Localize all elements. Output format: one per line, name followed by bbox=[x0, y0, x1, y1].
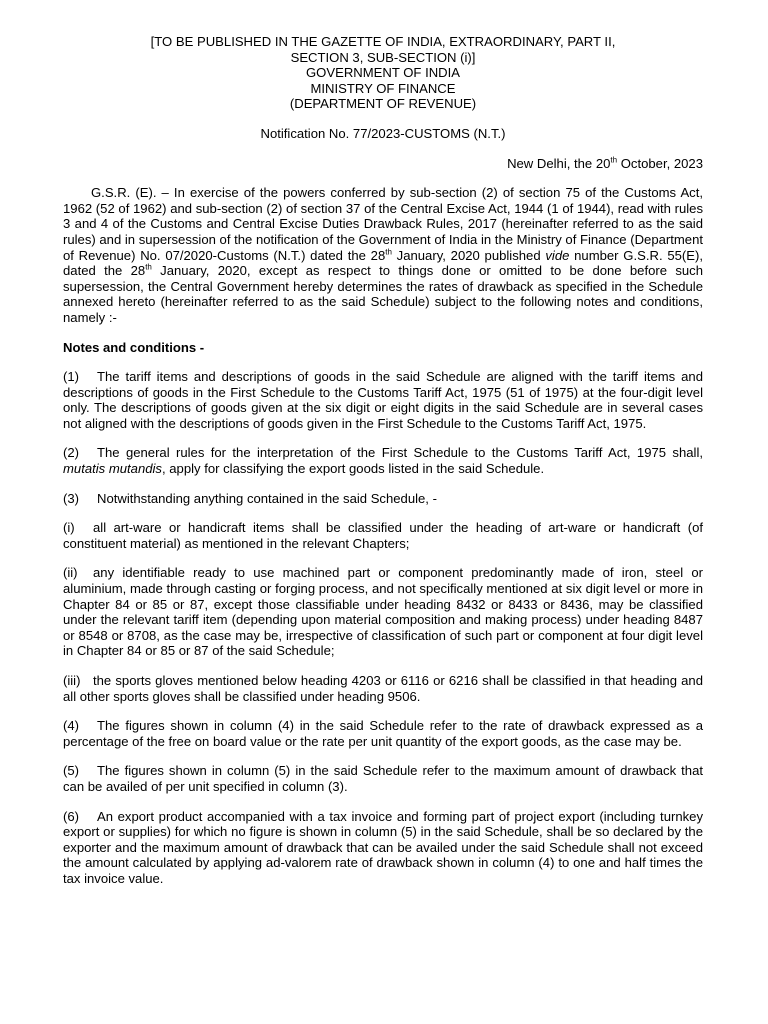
note-1 bbox=[63, 369, 703, 431]
date-prefix: New Delhi, the 20 bbox=[507, 155, 611, 171]
note-3-ii bbox=[63, 565, 703, 659]
note-number: (2) bbox=[63, 445, 80, 461]
note-3-i bbox=[63, 520, 703, 551]
note-number: (6) bbox=[63, 808, 80, 824]
note-number: (i) bbox=[63, 520, 75, 536]
note-text: The figures shown in column (5) in the said Schedule refer to the maximum amount of drawback that can be availed of per unit specified in column (3). bbox=[63, 763, 703, 794]
date-ordinal: th bbox=[610, 155, 618, 165]
note-2 bbox=[63, 445, 703, 476]
intro-ordinal-2: th bbox=[145, 262, 152, 272]
note-text: Notwithstanding anything contained in the said Schedule, - bbox=[97, 490, 437, 506]
header-line-5: (DEPARTMENT OF REVENUE) bbox=[289, 96, 477, 112]
note-text: The tariff items and descriptions of goods in the said Schedule are aligned with the tariff items and descriptions of goods in the First Schedule to the Customs Tariff Act, 1975 (51 of 1975) at the four-digit level only. The descriptions of goods given at the six digit or eight digits in the said Schedule are in several cases not aligned with the descriptions of goods given in the First Schedule to the Customs Tariff Act, 1975. bbox=[63, 369, 703, 431]
note-5 bbox=[63, 763, 703, 794]
document-page bbox=[63, 34, 703, 887]
note-italic: mutatis mutandis bbox=[63, 461, 162, 477]
note-text-cont: , apply for classifying the export goods listed in the said Schedule. bbox=[161, 461, 545, 477]
notification-date bbox=[63, 156, 703, 172]
note-3-iii bbox=[63, 673, 703, 704]
gazette-header bbox=[63, 34, 703, 112]
note-number: (iii) bbox=[63, 673, 81, 688]
intro-italic: vide bbox=[545, 247, 570, 263]
note-4 bbox=[63, 718, 703, 749]
note-text: The general rules for the interpretation of the First Schedule to the Customs Tariff Act, 1975 shall, bbox=[97, 445, 703, 461]
notification-number: Notification No. 77/2023-CUSTOMS (N.T.) bbox=[260, 125, 506, 141]
intro-text-1: G.S.R. (E). – In exercise of the powers conferred by sub-section (2) of section 75 of the Customs Act, 1962 (52 of 1962) and sub-section (2) of section 37 of the Central Excise Act, 1944 (1 of 1944), read with rules 3 and 4 of the Customs and Central Excise Duties Drawback Rules, 2017 (hereinafter referred to as the said rules) and in supersession of the notification of the Government of India in the Ministry of Finance (Department of Revenue) No. 07/2020-Customs (N.T.) dated the 28 bbox=[63, 185, 703, 263]
notes-heading: Notes and conditions - bbox=[63, 339, 205, 355]
note-number: (5) bbox=[63, 763, 80, 779]
note-text: any identifiable ready to use machined part or component predominantly made of iron, steel or aluminium, made through casting or forging process, and not specifically mentioned at six digit level or more in Chapter 84 or 85 or 87, except those classifiable under heading 8432 or 8433 or 8436, may be classified under the relevant tariff item (depending upon material composition and making process) under heading 8487 or 8548 or 8708, as the case may be, irrespective of classification of such part or component at four digit level in Chapter 84 or 85 or 87 of the said Schedule; bbox=[63, 565, 703, 659]
header-line-3: GOVERNMENT OF INDIA bbox=[306, 65, 460, 81]
date-suffix: October, 2023 bbox=[617, 155, 703, 171]
note-number: (4) bbox=[63, 718, 80, 734]
note-number: (3) bbox=[63, 490, 80, 506]
note-6 bbox=[63, 809, 703, 887]
note-number: (1) bbox=[63, 369, 80, 385]
header-line-4: MINISTRY OF FINANCE bbox=[310, 80, 456, 96]
intro-text-3: number G.S.R. 55(E), dated the 28 bbox=[63, 247, 703, 279]
intro-text-2: January, 2020 published bbox=[391, 247, 546, 263]
header-line-2: SECTION 3, SUB-SECTION (i)] bbox=[290, 49, 476, 65]
note-text: the sports gloves mentioned below heading 4203 or 6116 or 6216 shall be classified in that heading and all other sports gloves shall be classified under heading 9506. bbox=[63, 673, 703, 704]
note-text: The figures shown in column (4) in the said Schedule refer to the rate of drawback expressed as a percentage of the free on board value or the rate per unit quantity of the export goods, as the case may be. bbox=[63, 718, 703, 749]
note-3 bbox=[63, 491, 703, 507]
note-text: all art-ware or handicraft items shall be classified under the heading of art-ware or handicraft (of constituent material) as mentioned in the relevant Chapters; bbox=[63, 520, 703, 551]
note-text: An export product accompanied with a tax invoice and forming part of project export (including turnkey export or supplies) for which no figure is shown in column (5) in the said Schedule, shall be so declared by the exporter and the maximum amount of drawback that can be availed under the said Schedule shall not exceed the amount calculated by applying ad-valorem rate of drawback shown in column (4) to one and half times the tax invoice value. bbox=[63, 808, 703, 886]
intro-ordinal-1: th bbox=[385, 247, 392, 257]
header-line-1: [TO BE PUBLISHED IN THE GAZETTE OF INDIA, EXTRAORDINARY, PART II, bbox=[150, 34, 616, 49]
intro-paragraph bbox=[63, 185, 703, 325]
intro-text-4: January, 2020, except as respect to things done or omitted to be done before such supersession, the Central Government hereby determines the rates of drawback as specified in the Schedule annexed hereto (hereinafter referred to as the said Schedule) subject to the following notes and conditions, namely :- bbox=[63, 263, 703, 325]
note-number: (ii) bbox=[63, 565, 78, 581]
